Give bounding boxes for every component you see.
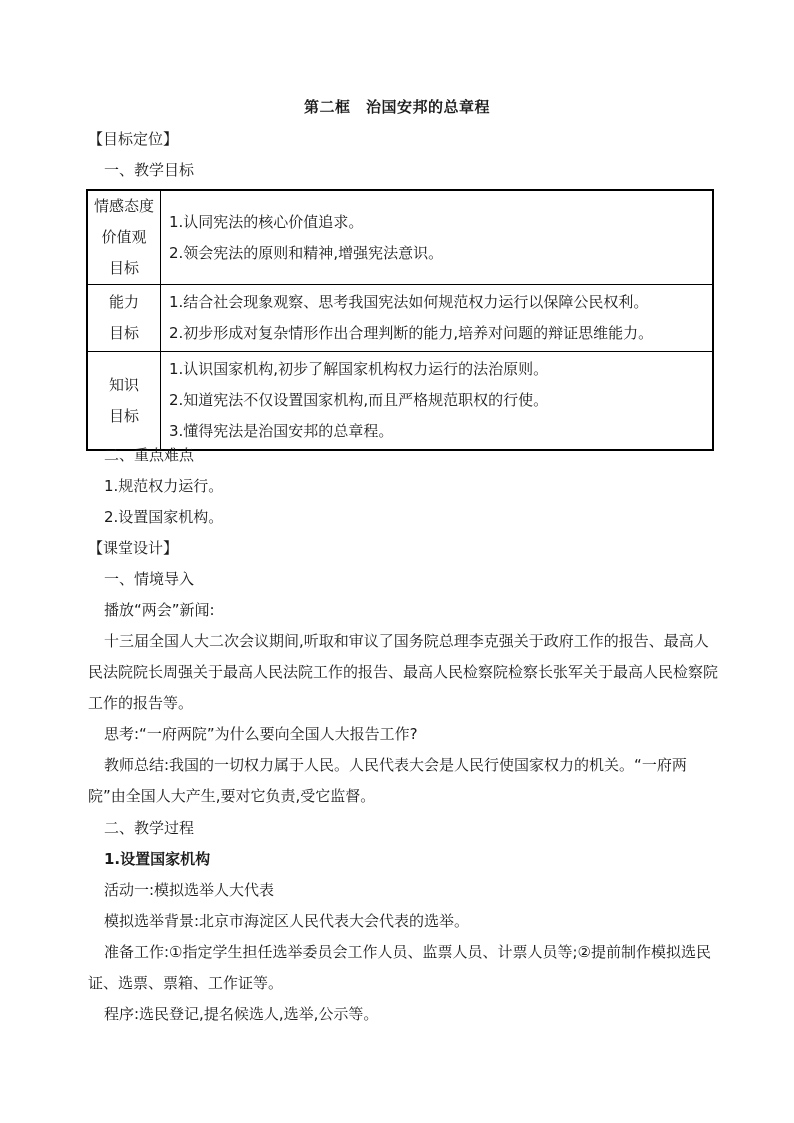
goal-items-ability [161, 285, 714, 352]
question-paragraph: 思考:“一府两院”为什么要向全国人大报告工作? [104, 725, 418, 743]
procedure-line: 程序:选民登记,提名候选人,选举,公示等。 [104, 1005, 379, 1023]
goals-row-ability [87, 285, 713, 352]
goal-items-emotion [161, 190, 714, 285]
key-point-item: 1.规范权力运行。 [104, 477, 224, 495]
intro-paragraph: 十三届全国人大二次会议期间,听取和审议了国务院总理李克强关于政府工作的报告、最高人民法院院长周强关于最高人民法院工作的报告、最高人民检察院检察长张军关于最高人民检察院工作的报告等。 [88, 632, 719, 712]
key-point-item: 2.设置国家机构。 [104, 508, 224, 526]
goal-item: 2.初步形成对复杂情形作出合理判断的能力,培养对问题的辩证思维能力。 [169, 324, 654, 342]
goals-row-emotion [87, 190, 713, 285]
goal-item: 1.认识国家机构,初步了解国家机构权力运行的法治原则。 [169, 360, 549, 378]
subheading-teaching-process: 二、教学过程 [104, 819, 195, 837]
goals-row-knowledge [87, 352, 713, 451]
goal-items-knowledge [161, 352, 714, 451]
goal-item: 1.认同宪法的核心价值追求。 [169, 212, 364, 231]
intro-label: 播放“两会”新闻: [104, 601, 215, 619]
preparation-paragraph: 准备工作:①指定学生担任选举委员会工作人员、监票人员、计票人员等;②提前制作模拟选民证、选票、票箱、工作证等。 [88, 943, 712, 992]
subheading-teaching-goals: 一、教学目标 [104, 161, 195, 179]
summary-paragraph: 教师总结:我国的一切权力属于人民。人民代表大会是人民行使国家权力的机关。“一府两院”由全国人大产生,要对它负责,受它监督。 [88, 756, 687, 805]
section-heading-class-design: 【课堂设计】 [88, 539, 179, 557]
goal-item: 1.结合社会现象观察、思考我国宪法如何规范权力运行以保障公民权利。 [169, 293, 649, 311]
activity-background: 模拟选举背景:北京市海淀区人民代表大会代表的选举。 [104, 912, 470, 930]
goal-category-ability: 能力 目标 [87, 285, 161, 352]
page-title: 第二框 治国安邦的总章程 [303, 98, 490, 116]
process-heading: 1.设置国家机构 [104, 850, 211, 868]
goal-item: 2.领会宪法的原则和精神,增强宪法意识。 [169, 243, 444, 262]
goal-item: 3.懂得宪法是治国安邦的总章程。 [169, 422, 394, 440]
goals-table [86, 189, 714, 451]
subheading-introduction: 一、情境导入 [104, 570, 195, 588]
goal-item: 2.知道宪法不仅设置国家机构,而且严格规范职权的行使。 [169, 391, 549, 409]
section-heading-goals: 【目标定位】 [88, 130, 179, 148]
activity-title: 活动一:模拟选举人大代表 [104, 881, 275, 899]
goal-category-emotion: 情感态度 价值观 目标 [87, 190, 161, 285]
subheading-key-points: 二、重点难点 [104, 446, 195, 464]
goal-category-knowledge: 知识 目标 [87, 352, 161, 451]
